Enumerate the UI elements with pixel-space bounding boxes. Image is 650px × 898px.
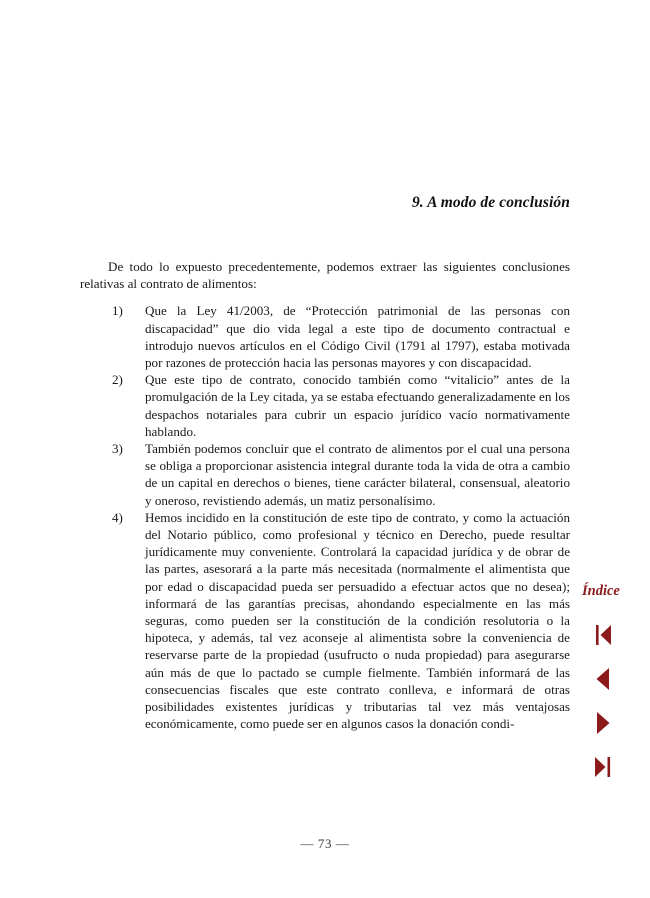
previous-page-button[interactable]	[590, 666, 630, 692]
index-link[interactable]: Índice	[582, 583, 620, 599]
list-item	[80, 440, 570, 509]
list-item-marker: 2)	[112, 372, 123, 388]
conclusions-list	[80, 302, 570, 732]
list-item-marker: 3)	[112, 441, 123, 457]
body-column	[80, 258, 570, 732]
list-item-text: Que este tipo de contrato, conocido también como “vitalicio” antes de la promulgación de la Ley citada, ya se estaba efectuando generalizadamente en los despachos notariales para cubrir un espacio jurídico vacío normativamente hablando.	[145, 372, 570, 439]
page-folio: — 73 —	[300, 836, 350, 851]
navigation-rail	[578, 583, 644, 798]
list-item	[80, 371, 570, 440]
first-page-icon	[590, 622, 630, 648]
page-title: 9. A modo de conclusión	[411, 194, 570, 212]
list-item-marker: 4)	[112, 509, 123, 525]
last-page-button[interactable]	[590, 754, 630, 780]
list-item-text: También podemos concluir que el contrato de alimentos por el cual una persona se obliga a proporcionar asistencia integral durante toda la vida de otra a cambio de un capital en derechos o bienes, tiene carácter bilateral, consensual, aleatorio y oneroso, revistiendo además, un matiz personalísimo.	[145, 441, 570, 508]
first-page-button[interactable]	[590, 622, 630, 648]
list-item-text: Que la Ley 41/2003, de “Protección patrimonial de las personas con discapacidad” que dio vida legal a este tipo de documento contractual e introdujo nuevos artículos en el Código Civil (1791 al 1797), estaba motivada por razones de protección hacia las personas mayores y con discapacidad.	[145, 303, 570, 371]
list-item-text: Hemos incidido en la constitución de este tipo de contrato, y como la actuación del Notario público, como profesional y técnico en Derecho, puede resultar jurídicamente muy conveniente. Controlará la capacidad jurídica y de obrar de las partes, asesorará a la parte más necesitada (normalmente el alimentista que por edad o discapacidad pueda ser persuadido a efectuar actos que no desea); informará de las garantías precisas, ahondando especialmente en las más seguras, como pueden ser la constitución de la condición resolutoria o la hipoteca, y además, tal vez aconseje al alimentista sobre la conveniencia de reservarse parte de la propiedad (usufructo o nuda propiedad) para asegurarse aún más de que lo pactado se cumple fielmente. También informará de las consecuencias fiscales que este contrato conlleva, e informará de otras posibilidades existentes jurídicas y tributarias tal vez más ventajosas económicamente, como puede ser en algunos casos la donación condi-	[145, 509, 570, 732]
list-item-marker: 1)	[112, 303, 123, 319]
next-page-icon	[590, 710, 630, 736]
list-item	[80, 509, 570, 733]
previous-page-icon	[590, 666, 630, 692]
next-page-button[interactable]	[590, 710, 630, 736]
last-page-icon	[590, 754, 630, 780]
list-item	[80, 302, 570, 371]
intro-paragraph: De todo lo expuesto precedentemente, podemos extraer las siguientes conclusiones relativas al contrato de alimentos:	[80, 259, 570, 292]
